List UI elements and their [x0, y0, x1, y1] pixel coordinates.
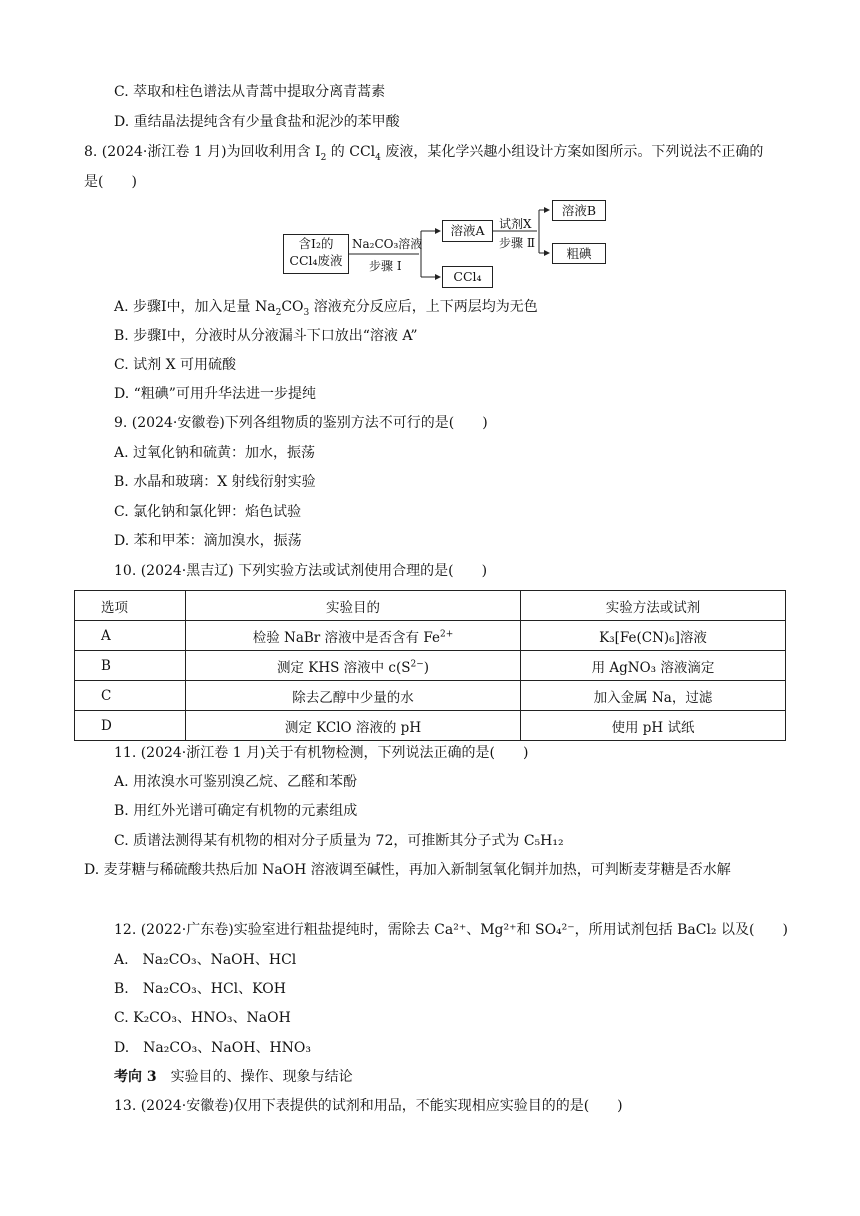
q12-option-b: B. Na₂CO₃、HCl、KOH [114, 981, 286, 997]
q9-option-c: C. 氯化钠和氯化钾：焰色试验 [114, 504, 302, 520]
row-method: 加入金属 Na，过滤 [521, 681, 786, 711]
q9-option-b: B. 水晶和玻璃：X 射线衍射实验 [114, 474, 316, 490]
table-row [75, 651, 786, 681]
row-method: 用 AgNO₃ 溶液滴定 [521, 651, 786, 681]
q12-stem: 12. (2022·广东卷)实验室进行粗盐提纯时，需除去 Ca²⁺、Mg²⁺和 SO₄²⁻，所用试剂包括 BaCl₂ 以及( ) [114, 922, 788, 938]
table-row [75, 621, 786, 651]
header-option: 选项 [75, 591, 186, 621]
flow-start-box [283, 234, 349, 274]
flow-reagent1-label: Na₂CO₃溶液 [352, 237, 423, 251]
q8-stem: 8. (2024·浙江卷 1 月)为回收利用含 $I_2$ 的 CCl$_4$ 废液，某化学兴趣小组设计方案如图所示。下列说法不正确的是( ) [84, 144, 764, 190]
q11-stem: 11. (2024·浙江卷 1 月)关于有机物检测，下列说法正确的是( ) [114, 745, 529, 761]
q9-option-d: D. 苯和甲苯：滴加溴水，振荡 [114, 533, 302, 549]
q12-option-c: C. K₂CO₃、HNO₃、NaOH [114, 1010, 291, 1026]
q8-option-b: B. 步骤Ⅰ中，分液时从分液漏斗下口放出“溶液 A” [114, 328, 418, 344]
row-method: K₃[Fe(CN)₆]溶液 [521, 621, 786, 651]
flow-step1-label: 步骤 Ⅰ [369, 259, 402, 273]
flow-start-line1: 含I₂的 [298, 236, 334, 251]
q12-option-d: D. Na₂CO₃、NaOH、HNO₃ [114, 1040, 312, 1056]
q9-option-a: A. 过氧化钠和硫黄：加水，振荡 [114, 445, 316, 461]
q11-option-b: B. 用红外光谱可确定有机物的元素组成 [114, 803, 358, 819]
q8-flowchart [283, 196, 613, 286]
flow-reagent-x-label: 试剂X [499, 217, 532, 231]
q8-option-d: D. “粗碘”可用升华法进一步提纯 [114, 386, 316, 402]
row-option: D [75, 711, 186, 741]
flow-start-line2: CCl₄废液 [289, 253, 343, 268]
header-purpose: 实验目的 [186, 591, 521, 621]
row-method: 使用 pH 试纸 [521, 711, 786, 741]
row-purpose: 检验 NaBr 溶液中是否含有 $Fe^{2+}$ [186, 621, 521, 651]
q7-option-c: C. 萃取和柱色谱法从青蒿中提取分离青蒿素 [114, 84, 386, 100]
q13-stem: 13. (2024·安徽卷)仅用下表提供的试剂和用品，不能实现相应实验目的的是( ) [114, 1098, 623, 1114]
q8-option-c: C. 试剂 X 可用硫酸 [114, 357, 236, 373]
section-heading [114, 1067, 353, 1087]
flow-crude-iodine-box: 粗碘 [552, 243, 606, 264]
row-option: B [75, 651, 186, 681]
flow-step2-label: 步骤 Ⅱ [499, 236, 535, 250]
row-purpose: 测定 KClO 溶液的 pH [186, 711, 521, 741]
section-title: 实验目的、操作、现象与结论 [156, 1069, 353, 1085]
header-method: 实验方法或试剂 [521, 591, 786, 621]
q11-option-d: D. 麦芽糖与稀硫酸共热后加 NaOH 溶液调至碱性，再加入新制氢氧化铜并加热，可判断麦芽糖是否水解 [84, 862, 731, 878]
q12-option-a: A. Na₂CO₃、NaOH、HCl [114, 952, 297, 968]
q10-table [74, 590, 786, 741]
q8-option-a: A. 步骤Ⅰ中，加入足量 $Na_2CO_3$ 溶液充分反应后，上下两层均为无色 [114, 299, 538, 318]
q11-option-c: C. 质谱法测得某有机物的相对分子质量为 72，可推断其分子式为 C₅H₁₂ [114, 833, 564, 849]
q9-stem: 9. (2024·安徽卷)下列各组物质的鉴别方法不可行的是( ) [114, 415, 488, 431]
flow-solution-b-box: 溶液B [552, 200, 606, 221]
flow-solution-a-box: 溶液A [442, 220, 493, 242]
table-row [75, 711, 786, 741]
table-row [75, 681, 786, 711]
row-purpose: 测定 KHS 溶液中 $c(S^{2-})$ [186, 651, 521, 681]
table-header-row [75, 591, 786, 621]
section-label: 考向 3 [114, 1069, 157, 1085]
q11-option-a: A. 用浓溴水可鉴别溴乙烷、乙醛和苯酚 [114, 774, 358, 790]
row-option: A [75, 621, 186, 651]
row-option: C [75, 681, 186, 711]
row-purpose: 除去乙醇中少量的水 [186, 681, 521, 711]
q7-option-d: D. 重结晶法提纯含有少量食盐和泥沙的苯甲酸 [114, 114, 400, 130]
q10-stem: 10. (2024·黑吉辽) 下列实验方法或试剂使用合理的是( ) [114, 563, 488, 579]
flow-ccl4-box: CCl₄ [442, 266, 493, 288]
